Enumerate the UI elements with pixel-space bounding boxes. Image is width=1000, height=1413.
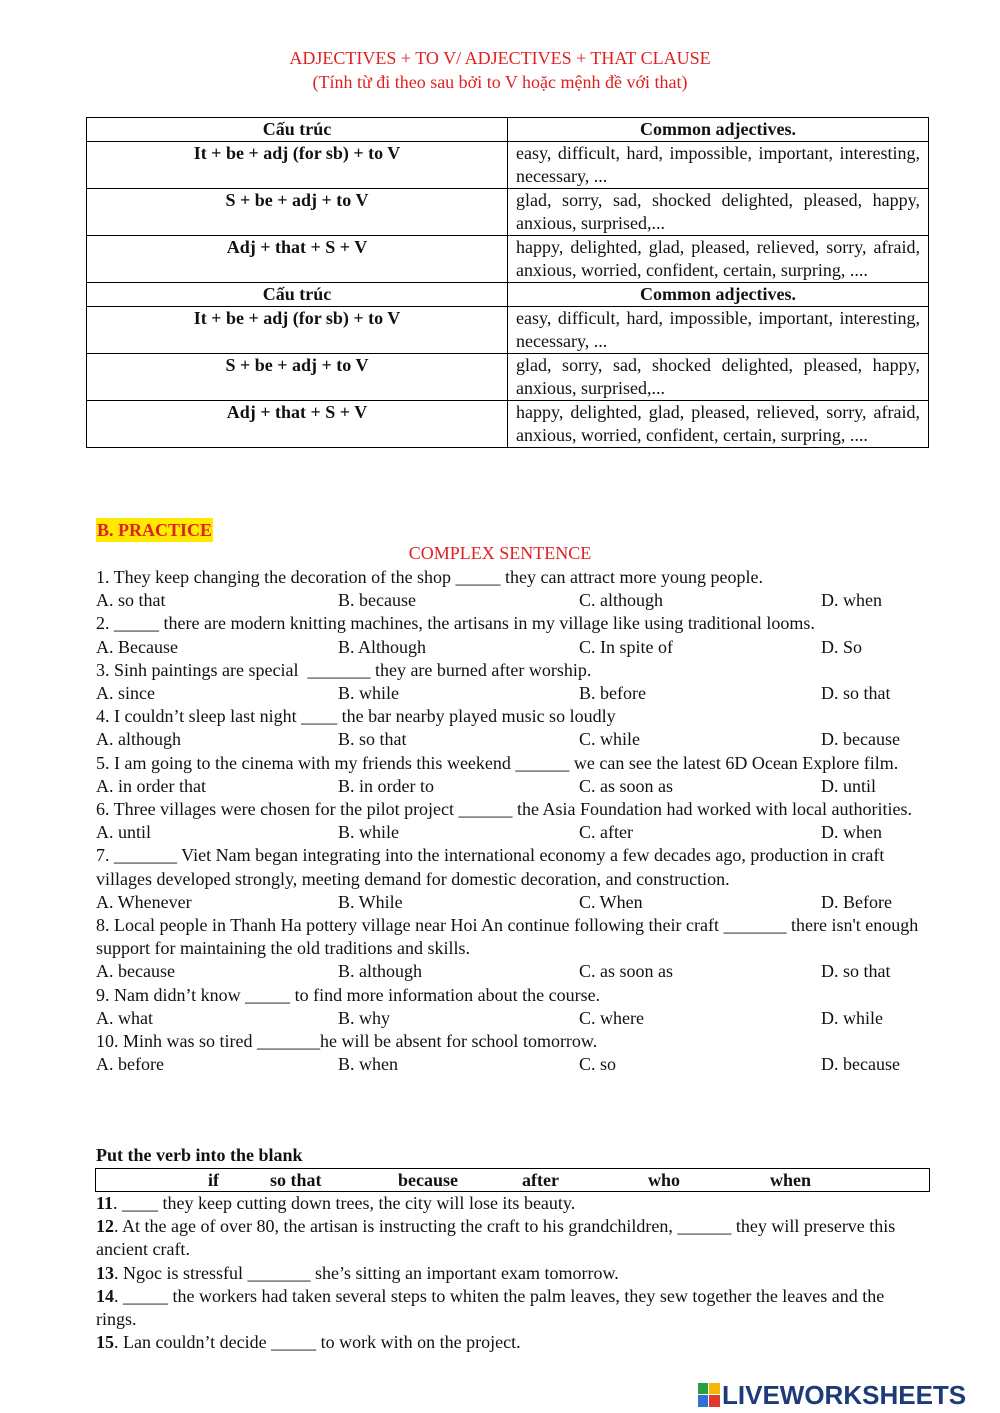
question-text: 2. _____ there are modern knitting machines, the artisans in my village like using traditional looms. (96, 613, 815, 634)
option-d[interactable]: D. So (821, 636, 863, 657)
question-text: 6. Three villages were chosen for the pilot project ______ the Asia Foundation had worked with local authorities. (96, 798, 912, 819)
adjectives-cell: happy, delighted, glad, pleased, relieved, sorry, afraid, anxious, worried, confident, certain, surpring, .... (508, 401, 929, 448)
table-row (87, 142, 929, 189)
option-a[interactable]: A. Whenever (96, 891, 192, 912)
question-text: 1. They keep changing the decoration of the shop _____ they can attract more young people. (96, 567, 763, 587)
option-b[interactable]: B. when (338, 1054, 398, 1075)
answer-options (96, 960, 926, 983)
item-number: 15 (96, 1332, 114, 1353)
item-text[interactable]: . _____ the workers had taken several steps to whiten the palm leaves, they sew together the leaves and the rings. (96, 1285, 885, 1330)
option-a[interactable]: A. what (96, 1007, 153, 1028)
fill-blank-item (96, 1331, 926, 1354)
adjectives-cell: glad, sorry, sad, shocked delighted, pleased, happy, anxious, surprised,... (508, 354, 929, 401)
structure-cell: It + be + adj (for sb) + to V (87, 307, 508, 354)
option-b[interactable]: B. While (338, 891, 403, 912)
structure-cell: Adj + that + S + V (87, 401, 508, 448)
adjectives-cell: happy, delighted, glad, pleased, relieved, sorry, afraid, anxious, worried, confident, certain, surpring, .... (508, 236, 929, 283)
answer-options (96, 636, 926, 659)
question-text: 8. Local people in Thanh Ha pottery village near Hoi An continue following their craft _______ there isn't enough support for maintaining the old traditions and skills. (96, 914, 919, 959)
option-b[interactable]: B. why (338, 1007, 391, 1028)
question-text: 7. _______ Viet Nam began integrating into the international economy a few decades ago, production in craft villages developed strongly, meeting demand for domestic decoration, and construction. (96, 845, 885, 889)
option-c[interactable]: C. When (579, 891, 643, 912)
question-text: 3. Sinh paintings are special _______ they are burned after worship. (96, 659, 592, 680)
question-text: 9. Nam didn’t know _____ to find more information about the course. (96, 984, 601, 1005)
question-text: 5. I am going to the cinema with my friends this weekend ______ we can see the latest 6D Ocean Explore film. (96, 752, 899, 773)
liveworksheets-logo (698, 1378, 966, 1412)
structure-cell: It + be + adj (for sb) + to V (87, 142, 508, 189)
option-d[interactable]: D. Before (821, 891, 892, 912)
question-list (96, 566, 926, 1076)
question (96, 659, 926, 705)
option-a[interactable]: A. although (96, 729, 181, 750)
fill-blank-list (96, 1192, 926, 1354)
question (96, 798, 926, 844)
item-text[interactable]: . Lan couldn’t decide _____ to work with on the project. (114, 1332, 521, 1353)
item-number: 12 (96, 1216, 114, 1237)
item-number: 14 (96, 1285, 114, 1306)
word-bank-item: because (398, 1170, 458, 1190)
table-row (87, 189, 929, 236)
option-c[interactable]: C. although (579, 590, 663, 611)
option-a[interactable]: A. so that (96, 590, 166, 611)
table-row (87, 236, 929, 283)
word-bank-item: when (770, 1170, 812, 1190)
word-bank-item: who (648, 1170, 681, 1190)
option-b[interactable]: B. in order to (338, 775, 434, 796)
adjectives-cell: easy, difficult, hard, impossible, important, interesting, necessary, ... (508, 307, 929, 354)
option-d[interactable]: D. when (821, 822, 882, 843)
option-b[interactable]: B. although (338, 961, 422, 982)
adjectives-header: Common adjectives. (508, 118, 929, 142)
option-b[interactable]: B. while (338, 682, 399, 703)
option-c[interactable]: C. as soon as (579, 961, 673, 982)
option-b[interactable]: B. while (338, 822, 399, 843)
structure-cell: Adj + that + S + V (87, 236, 508, 283)
question (96, 705, 926, 751)
option-c[interactable]: C. In spite of (579, 636, 673, 657)
question (96, 984, 926, 1030)
option-a[interactable]: A. in order that (96, 775, 206, 796)
option-d[interactable]: D. so that (821, 961, 891, 982)
item-text[interactable]: . Ngoc is stressful _______ she’s sitting an important exam tomorrow. (114, 1262, 619, 1283)
option-d[interactable]: D. so that (821, 682, 891, 703)
question (96, 1030, 926, 1076)
structure-header: Cấu trúc (87, 118, 508, 142)
word-bank-item: if (208, 1170, 219, 1190)
option-c[interactable]: C. while (579, 729, 640, 750)
structure-cell: S + be + adj + to V (87, 189, 508, 236)
logo-text: LIVEWORKSHEETS (722, 1379, 967, 1410)
table-header-row (87, 118, 929, 142)
option-c[interactable]: C. after (579, 822, 633, 843)
option-d[interactable]: D. because (821, 729, 900, 750)
option-a[interactable]: A. because (96, 961, 175, 982)
answer-options (96, 589, 926, 612)
answer-options (96, 821, 926, 844)
item-number: 11 (96, 1193, 114, 1213)
fill-blank-item (96, 1285, 926, 1331)
adjectives-cell: easy, difficult, hard, impossible, important, interesting, necessary, ... (508, 142, 929, 189)
option-d[interactable]: D. until (821, 775, 877, 796)
option-a[interactable]: A. until (96, 822, 152, 843)
section-title: COMPLEX SENTENCE (408, 543, 592, 563)
question (96, 844, 926, 914)
answer-options (96, 682, 926, 705)
structure-cell: S + be + adj + to V (87, 354, 508, 401)
question (96, 612, 926, 658)
word-bank-item: after (522, 1170, 559, 1190)
item-text[interactable]: . At the age of over 80, the artisan is instructing the craft to his grandchildren, ______ they will preserve this ancient craft. (96, 1216, 896, 1260)
option-a[interactable]: A. before (96, 1054, 164, 1075)
practice-heading: B. PRACTICE (97, 520, 213, 540)
option-c[interactable]: C. where (579, 1007, 644, 1028)
item-number: 13 (96, 1262, 114, 1283)
adjectives-cell: glad, sorry, sad, shocked delighted, pleased, happy, anxious, surprised,... (508, 189, 929, 236)
word-bank-item: so that (270, 1170, 322, 1190)
table-row (87, 401, 929, 448)
answer-options (96, 891, 926, 914)
answer-options (96, 1053, 926, 1076)
table-header-row (87, 283, 929, 307)
logo-icon (698, 1383, 720, 1407)
option-b[interactable]: B. because (338, 590, 416, 611)
structure-header: Cấu trúc (87, 283, 508, 307)
answer-options (96, 775, 926, 798)
option-c[interactable]: B. before (579, 682, 646, 703)
answer-options (96, 1007, 926, 1030)
word-bank (95, 1168, 930, 1192)
adjectives-header: Common adjectives. (508, 283, 929, 307)
option-b[interactable]: B. so that (338, 729, 407, 750)
answer-options (96, 728, 926, 751)
page-subtitle: (Tính từ đi theo sau bởi to V hoặc mệnh đề với that) (312, 72, 688, 92)
option-d[interactable]: D. while (821, 1007, 883, 1028)
question (96, 752, 926, 798)
question-text: 4. I couldn’t sleep last night ____ the bar nearby played music so loudly (96, 706, 616, 727)
option-a[interactable]: A. since (96, 682, 155, 703)
question (96, 914, 926, 984)
option-c[interactable]: C. as soon as (579, 775, 673, 796)
table-row (87, 307, 929, 354)
page-title: ADJECTIVES + TO V/ ADJECTIVES + THAT CLAUSE (289, 48, 711, 68)
option-b[interactable]: B. Although (338, 636, 427, 657)
option-d[interactable]: D. because (821, 1054, 900, 1075)
fill-blank-item (96, 1262, 926, 1285)
option-a[interactable]: A. Because (96, 636, 178, 657)
option-c[interactable]: C. so (579, 1054, 617, 1075)
option-d[interactable]: D. when (821, 590, 882, 611)
question-text: 10. Minh was so tired _______he will be absent for school tomorrow. (96, 1030, 598, 1051)
fill-blank-title: Put the verb into the blank (96, 1145, 303, 1165)
table-row (87, 354, 929, 401)
item-text[interactable]: . ____ they keep cutting down trees, the city will lose its beauty. (113, 1193, 576, 1213)
grammar-table (86, 117, 929, 448)
question (96, 566, 926, 612)
fill-blank-item (96, 1192, 926, 1215)
fill-blank-item (96, 1215, 926, 1261)
